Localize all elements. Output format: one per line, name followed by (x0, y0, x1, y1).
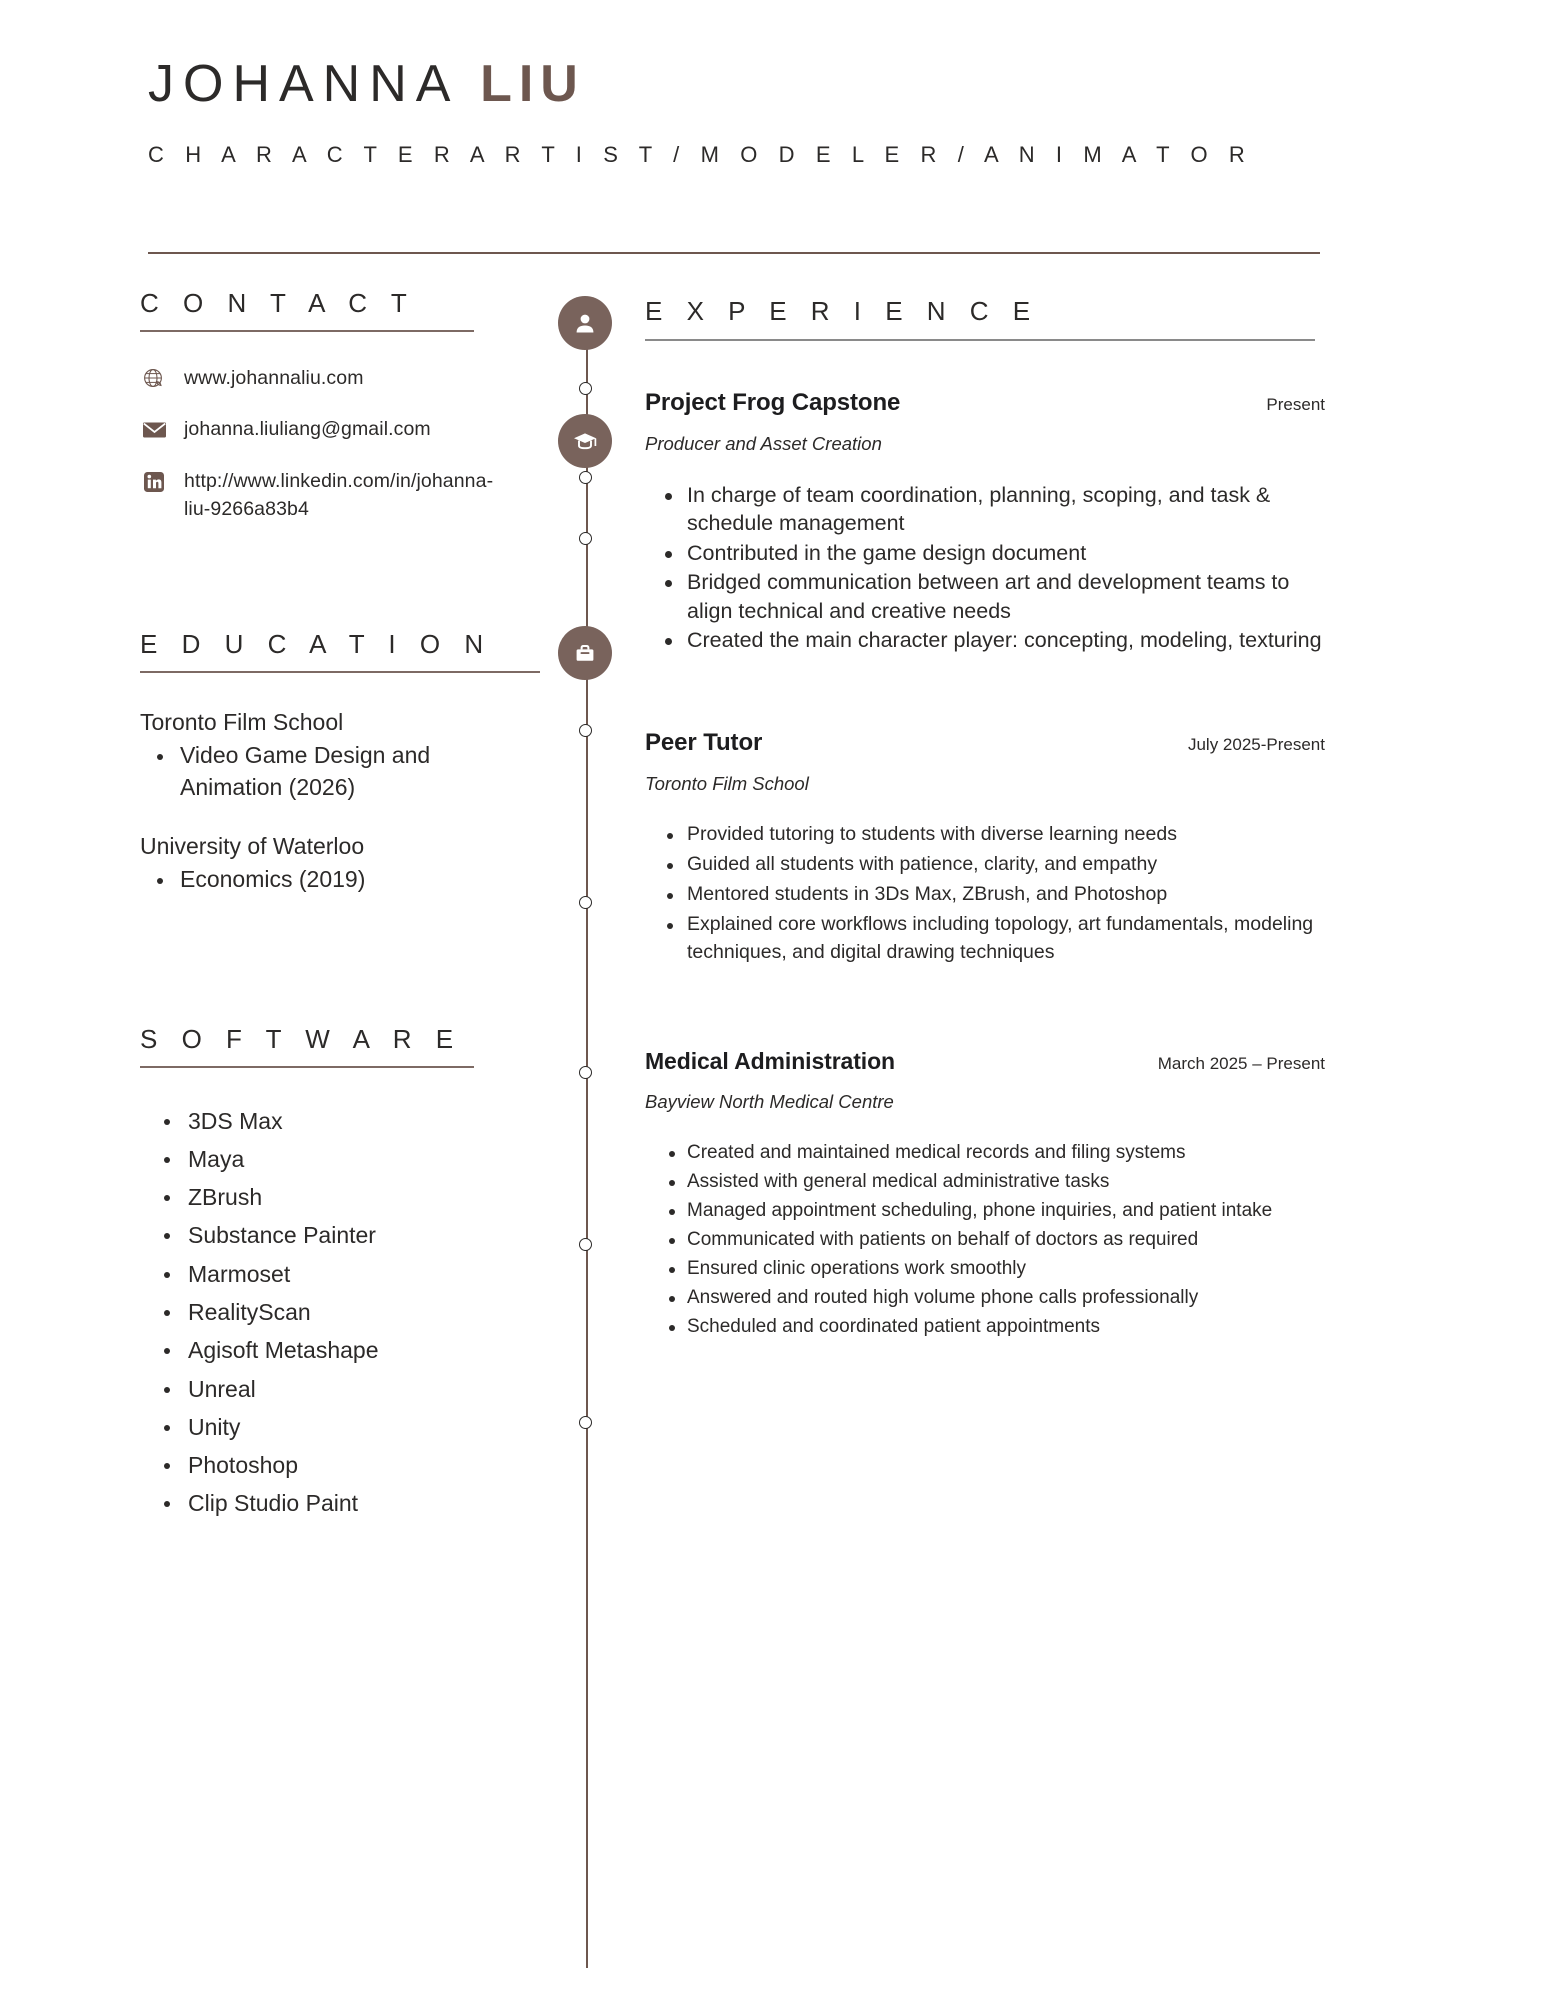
education-section (140, 629, 500, 896)
first-name: JOHANNA (148, 55, 457, 113)
list-item: Economics (2019) (140, 864, 500, 896)
education-program-list (140, 864, 500, 896)
experience-divider (645, 339, 1315, 341)
list-item: Contributed in the game design document (645, 539, 1325, 568)
experience-timeline (585, 296, 589, 1968)
education-divider (140, 671, 540, 673)
timeline-node (579, 532, 592, 545)
education-school-name: Toronto Film School (140, 709, 344, 736)
list-item: Explained core workflows including topology, art fundamentals, modeling techniques, and digital drawing techniques (645, 911, 1325, 967)
page-title (148, 56, 1318, 112)
list-item: Provided tutoring to students with diverse learning needs (645, 821, 1325, 849)
experience-section (645, 296, 1325, 1342)
list-item: Marmoset (140, 1259, 500, 1290)
timeline-node (579, 724, 592, 737)
contact-item-linkedin[interactable] (140, 467, 500, 524)
list-item: Mentored students in 3Ds Max, ZBrush, and Photoshop (645, 881, 1325, 909)
software-heading: S O F T W A R E (140, 1023, 462, 1054)
sidebar (140, 288, 500, 1527)
experience-entry (645, 729, 1325, 966)
list-item: Unity (140, 1412, 500, 1443)
experience-heading: E X P E R I E N C E (645, 296, 1039, 326)
education-entry (140, 707, 500, 803)
briefcase-icon (558, 626, 612, 680)
job-title: Peer Tutor (645, 729, 763, 757)
list-item: Scheduled and coordinated patient appointments (645, 1313, 1325, 1341)
graduation-cap-icon (558, 414, 612, 468)
list-item: Assisted with general medical administrative tasks (645, 1168, 1325, 1196)
contact-list (140, 364, 500, 523)
job-bullet-list (645, 1139, 1325, 1340)
job-bullet-list (645, 481, 1325, 656)
list-item: RealityScan (140, 1297, 500, 1328)
list-item: Video Game Design and Animation (2026) (140, 740, 500, 803)
experience-entry-header (645, 1048, 1325, 1075)
list-item: Answered and routed high volume phone calls professionally (645, 1284, 1325, 1312)
job-date: July 2025-Present (1187, 735, 1325, 755)
software-list (140, 1106, 500, 1520)
job-title: Project Frog Capstone (645, 388, 901, 416)
list-item: Agisoft Metashape (140, 1335, 500, 1366)
timeline-node (579, 1416, 592, 1429)
list-item: Ensured clinic operations work smoothly (645, 1255, 1325, 1283)
list-item: Maya (140, 1144, 500, 1175)
list-item: Communicated with patients on behalf of doctors as required (645, 1226, 1325, 1254)
list-item: In charge of team coordination, planning, scoping, and task & schedule management (645, 481, 1325, 538)
job-subtitle: Bayview North Medical Centre (645, 1091, 894, 1113)
list-item: Photoshop (140, 1450, 500, 1481)
contact-divider (140, 330, 474, 332)
education-school-name: University of Waterloo (140, 833, 365, 860)
job-date: Present (1266, 394, 1325, 414)
job-subtitle: Producer and Asset Creation (645, 432, 882, 454)
contact-section (140, 288, 500, 523)
person-icon (558, 296, 612, 350)
list-item: Substance Painter (140, 1220, 500, 1251)
education-program-list (140, 740, 500, 803)
list-item: ZBrush (140, 1182, 500, 1213)
contact-website-text: www.johannaliu.com (184, 367, 364, 389)
contact-linkedin-text: http://www.linkedin.com/in/johanna-liu-9266a83b4 (184, 469, 494, 520)
timeline-node (579, 1066, 592, 1079)
job-bullet-list (645, 821, 1325, 966)
list-item: Created the main character player: concepting, modeling, texturing (645, 626, 1325, 655)
timeline-node (579, 896, 592, 909)
timeline-node (579, 382, 592, 395)
list-item: Unreal (140, 1374, 500, 1405)
timeline-node (579, 471, 592, 484)
experience-entry (645, 1048, 1325, 1340)
list-item: Guided all students with patience, clarity, and empathy (645, 851, 1325, 879)
job-date: March 2025 – Present (1157, 1054, 1325, 1074)
timeline-node (579, 1238, 592, 1251)
contact-heading: C O N T A C T (140, 288, 416, 318)
experience-entry-header (645, 729, 1325, 757)
experience-entry (645, 389, 1325, 656)
job-title: Medical Administration (645, 1048, 895, 1075)
contact-item-email[interactable] (140, 415, 500, 443)
list-item: Managed appointment scheduling, phone inquiries, and patient intake (645, 1197, 1325, 1225)
software-divider (140, 1066, 474, 1068)
timeline-line (586, 324, 588, 1968)
job-subtitle: Toronto Film School (645, 773, 809, 795)
list-item: Created and maintained medical records and filing systems (645, 1139, 1325, 1167)
header-divider (148, 252, 1320, 254)
last-name: LIU (480, 55, 585, 113)
education-list (140, 707, 500, 896)
resume-header (148, 56, 1318, 168)
list-item: 3DS Max (140, 1106, 500, 1137)
contact-email-text: johanna.liuliang@gmail.com (184, 418, 431, 441)
list-item: Bridged communication between art and development teams to align technical and creative needs (645, 568, 1325, 625)
contact-item-website[interactable] (140, 364, 500, 392)
envelope-icon (140, 417, 168, 443)
globe-icon (140, 366, 168, 392)
list-item: Clip Studio Paint (140, 1488, 500, 1519)
education-entry (140, 831, 500, 896)
software-section (140, 1024, 500, 1520)
professional-role: C H A R A C T E R A R T I S T / M O D E L E R / A N I M A T O R (148, 142, 1253, 168)
education-heading: E D U C A T I O N (140, 629, 492, 660)
education-spacer (140, 803, 500, 831)
linkedin-icon (140, 469, 168, 495)
experience-entry-header (645, 389, 1325, 417)
